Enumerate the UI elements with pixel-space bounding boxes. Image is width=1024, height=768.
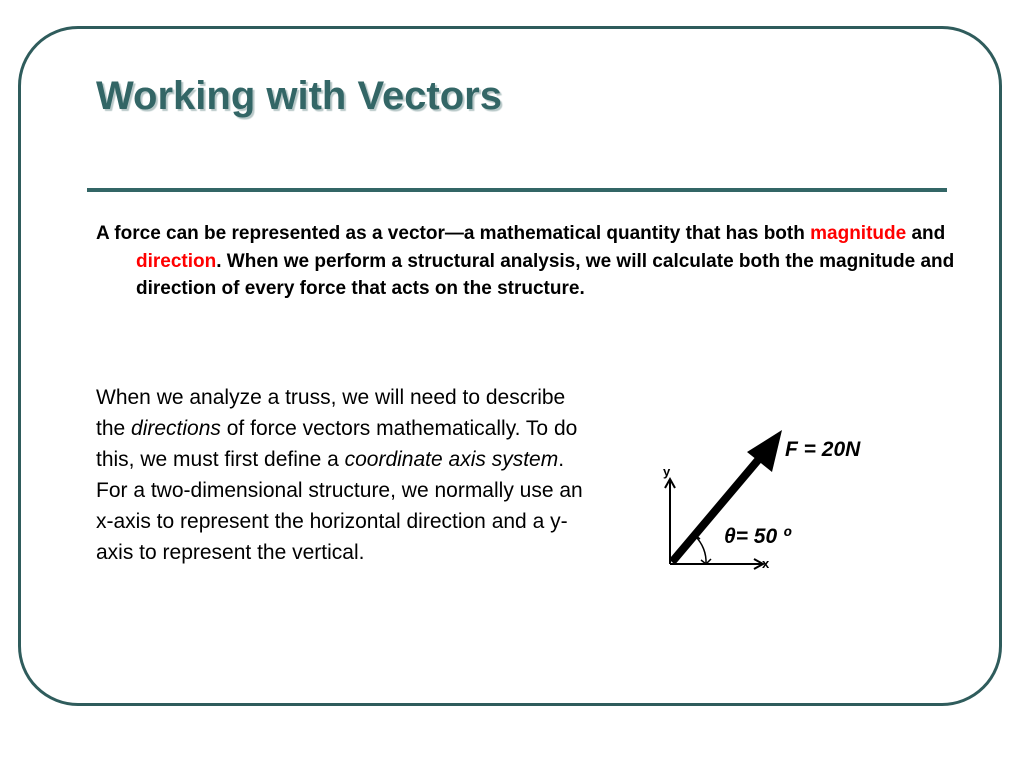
intro-text-3: . When we perform a structural analysis, we will calculate both the magnitude and direction of every force that acts on the structure. (136, 250, 955, 299)
body-text-1: When we analyze a truss, we will need to describe the (96, 386, 566, 440)
y-axis-label: y (663, 464, 671, 479)
slide-frame (18, 26, 1002, 706)
body-text-3: . For a two-dimensional structure, we normally use an x-axis to represent the horizontal direction and a y-axis to represent the vertical. (96, 448, 583, 564)
magnitude-highlight: magnitude (810, 223, 907, 244)
vector-diagram-svg (634, 388, 879, 600)
intro-text-1: A force can be represented as a vector—a mathematical quantity that has both (96, 223, 811, 244)
title-divider (87, 188, 947, 192)
intro-text-2: and (906, 223, 946, 244)
force-label: F = 20N (785, 438, 861, 461)
angle-label: θ= 50 º (724, 525, 791, 548)
coordinate-system-emphasis: coordinate axis system (344, 448, 559, 471)
angle-arc (695, 536, 706, 564)
direction-highlight: direction (136, 250, 217, 272)
body-paragraph (96, 382, 596, 568)
directions-emphasis: directions (131, 417, 221, 440)
x-axis-label: x (762, 556, 770, 571)
intro-paragraph (96, 220, 996, 303)
body-text-2: of force vectors mathematically. To do this, we must first define a (96, 417, 578, 471)
slide-title: Working with Vectors (96, 74, 502, 118)
vector-diagram (634, 388, 879, 600)
